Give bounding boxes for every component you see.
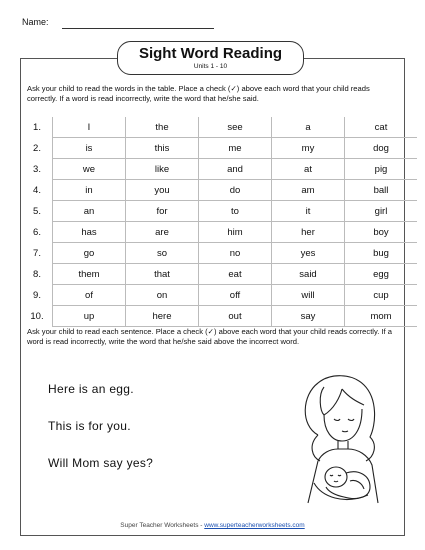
sight-word-table — [22, 117, 417, 327]
sight-word-cell: ball — [345, 180, 418, 201]
sight-word-cell: will — [272, 285, 345, 306]
row-number: 4. — [22, 180, 53, 201]
table-instructions: Ask your child to read the words in the table. Place a check (✓) above each word that your child reads correctly. If a word is read incorrectly, write the word that he/she said. — [27, 84, 370, 103]
units-subtitle: Units 1 - 10 — [193, 63, 228, 70]
footer-brand: Super Teacher Worksheets — [120, 522, 199, 529]
sight-word-cell: for — [126, 201, 199, 222]
sight-word-cell: dog — [345, 138, 418, 159]
sight-word-cell: a — [272, 117, 345, 138]
sight-word-cell: her — [272, 222, 345, 243]
row-number: 3. — [22, 159, 53, 180]
title-box — [117, 41, 304, 75]
sight-word-cell: an — [53, 201, 126, 222]
row-number: 2. — [22, 138, 53, 159]
sight-word-cell: at — [272, 159, 345, 180]
sight-word-cell: boy — [345, 222, 418, 243]
sight-word-cell: I — [53, 117, 126, 138]
sight-word-cell: go — [53, 243, 126, 264]
sight-word-cell: this — [126, 138, 199, 159]
sight-word-cell: me — [199, 138, 272, 159]
sight-word-cell: cat — [345, 117, 418, 138]
name-line — [62, 28, 214, 29]
sight-word-cell: up — [53, 306, 126, 327]
row-number: 9. — [22, 285, 53, 306]
sight-word-cell: on — [126, 285, 199, 306]
sight-word-cell: my — [272, 138, 345, 159]
sight-word-cell: and — [199, 159, 272, 180]
sight-word-cell: him — [199, 222, 272, 243]
sight-word-cell: you — [126, 180, 199, 201]
sight-word-cell: off — [199, 285, 272, 306]
sight-word-cell: eat — [199, 264, 272, 285]
row-number: 6. — [22, 222, 53, 243]
sentence-list — [48, 382, 153, 493]
sight-word-cell: like — [126, 159, 199, 180]
table-row — [22, 243, 417, 264]
sight-word-cell: has — [53, 222, 126, 243]
row-number: 1. — [22, 117, 53, 138]
sight-word-cell: so — [126, 243, 199, 264]
sight-word-cell: see — [199, 117, 272, 138]
table-row — [22, 306, 417, 327]
sight-word-cell: is — [53, 138, 126, 159]
sight-word-cell: yes — [272, 243, 345, 264]
sight-word-cell: the — [126, 117, 199, 138]
sight-word-cell: cup — [345, 285, 418, 306]
sentence-1: Here is an egg. — [48, 382, 134, 396]
name-label: Name: — [22, 17, 49, 27]
footer-separator: - — [200, 522, 203, 529]
sight-word-cell: of — [53, 285, 126, 306]
page-title: Sight Word Reading — [138, 45, 283, 62]
table-row — [22, 222, 417, 243]
sight-word-cell: egg — [345, 264, 418, 285]
sentence-instructions: Ask your child to read each sentence. Place a check (✓) above each word that your child reads correctly. If a word is read incorrectly, write the word that he/she said above the incorrect word. — [27, 327, 392, 346]
sight-word-cell: them — [53, 264, 126, 285]
table-row — [22, 264, 417, 285]
row-number: 10. — [22, 306, 53, 327]
sight-word-cell: it — [272, 201, 345, 222]
row-number: 7. — [22, 243, 53, 264]
sight-word-cell: are — [126, 222, 199, 243]
sight-word-cell: am — [272, 180, 345, 201]
mother-baby-illustration — [278, 365, 398, 505]
sight-word-cell: out — [199, 306, 272, 327]
sight-word-cell: to — [199, 201, 272, 222]
sight-word-cell: say — [272, 306, 345, 327]
sight-word-cell: do — [199, 180, 272, 201]
sight-word-cell: in — [53, 180, 126, 201]
footer — [0, 522, 425, 529]
table-row — [22, 138, 417, 159]
table-row — [22, 201, 417, 222]
sight-word-cell: pig — [345, 159, 418, 180]
sight-word-cell: bug — [345, 243, 418, 264]
footer-link[interactable]: www.superteacherworksheets.com — [204, 522, 305, 529]
table-row — [22, 285, 417, 306]
sight-word-cell: girl — [345, 201, 418, 222]
sight-word-cell: no — [199, 243, 272, 264]
row-number: 8. — [22, 264, 53, 285]
sight-word-cell: that — [126, 264, 199, 285]
sight-word-cell: said — [272, 264, 345, 285]
sight-word-cell: here — [126, 306, 199, 327]
table-row — [22, 117, 417, 138]
table-row — [22, 180, 417, 201]
sight-word-cell: mom — [345, 306, 418, 327]
sentence-2: This is for you. — [48, 419, 131, 433]
sight-word-cell: we — [53, 159, 126, 180]
table-row — [22, 159, 417, 180]
sentence-3: Will Mom say yes? — [48, 456, 154, 470]
row-number: 5. — [22, 201, 53, 222]
